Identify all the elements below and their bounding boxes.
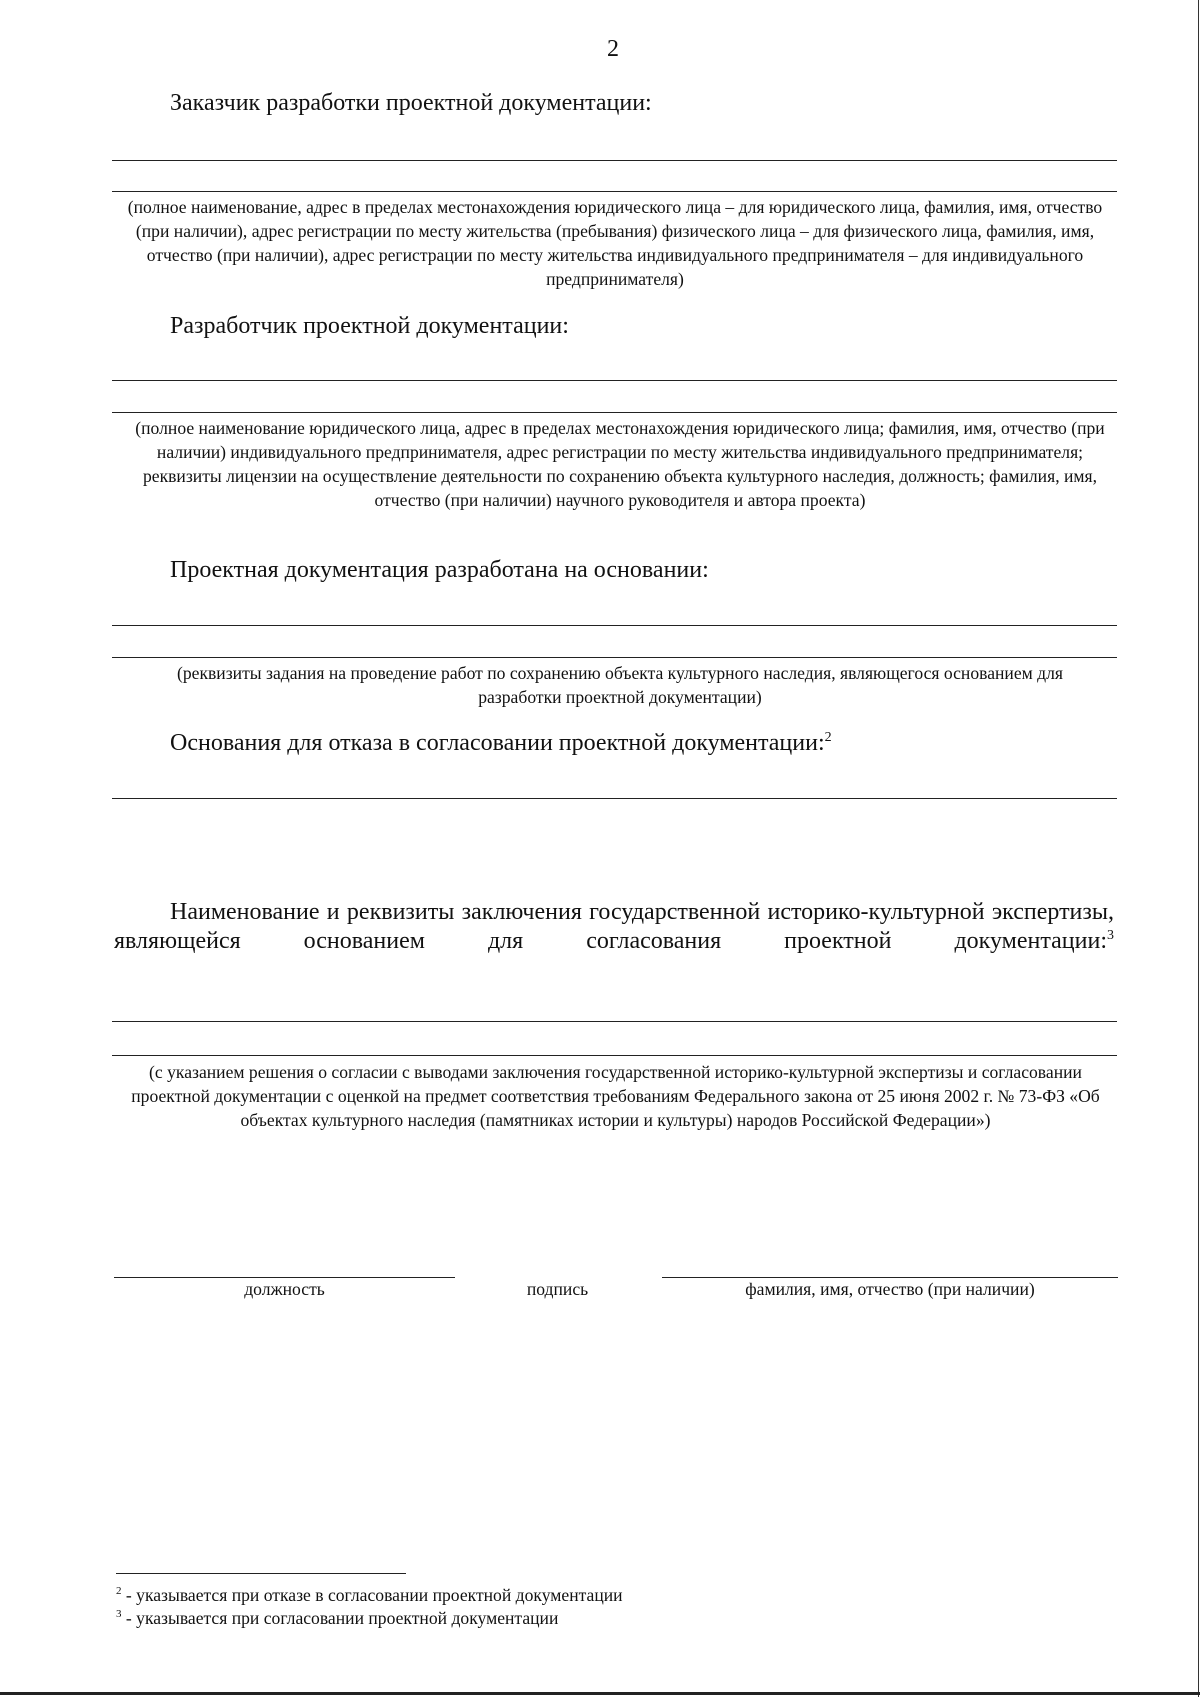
basis-label: Проектная документация разработана на основании: [170,557,709,583]
customer-fill-line-2[interactable] [112,191,1117,192]
footnote-2: $^2$ - указывается при отказе в согласовании проектной документации [116,1585,623,1605]
position-fill-line[interactable] [114,1277,455,1278]
footnote-3: $^3$ - указывается при согласовании проектной документации [116,1608,559,1628]
footnote-mark-3: 3 [1107,928,1114,943]
refusal-fill-line[interactable] [112,798,1117,799]
footnote-separator [116,1573,406,1574]
basis-hint: (реквизиты задания на проведение работ по сохранению объекта культурного наследия, являющегося основанием для разработки проектной документации) [176,663,1064,707]
basis-fill-line-1[interactable] [112,625,1117,626]
page-number: 2 [607,36,619,62]
position-caption: должность [244,1279,325,1299]
expertise-hint: (с указанием решения о согласии с выводами заключения государственной историко-культурной экспертизы и согласовании проектной документации с оценкой на предмет соответствия требованиям Федерального закона от 25 июня 2002 г. № 73-ФЗ «Об объектах культурного наследия (памятниках истории и культуры) народов Российской Федерации») [131,1062,1100,1130]
name-caption: фамилия, имя, отчество (при наличии) [745,1279,1035,1299]
customer-label: Заказчик разработки проектной документации: [170,90,652,116]
developer-label: Разработчик проектной документации: [170,313,569,339]
name-fill-line[interactable] [662,1277,1118,1278]
refusal-label: Основания для отказа в согласовании проектной документации:$^2$ [170,730,832,756]
developer-fill-line-2[interactable] [112,412,1117,413]
footnote-mark-2: 2 [824,730,832,745]
page-edge-bottom [0,1692,1200,1695]
expertise-label: Наименование и реквизиты заключения государственной историко-культурной экспертизы, являющейся основанием для согласования проектной документации:$^3$ [114,899,1114,954]
page-edge-right [1198,0,1199,1697]
customer-hint: (полное наименование, адрес в пределах местонахождения юридического лица – для юридического лица, фамилия, имя, отчество (при наличии), адрес регистрации по месту жительства (пребывания) физического лица – для физического лица, фамилия, имя, отчество (при наличии), адрес регистрации по месту жительства индивидуального предпринимателя – для индивидуального предпринимателя) [127,197,1103,289]
expertise-fill-line-1[interactable] [112,1021,1117,1022]
developer-fill-line-1[interactable] [112,380,1117,381]
basis-fill-line-2[interactable] [112,657,1117,658]
developer-hint: (полное наименование юридического лица, адрес в пределах местонахождения юридического лица; фамилия, имя, отчество (при наличии) индивидуального предпринимателя, адрес регистрации по месту жительства индивидуального предпринимателя; реквизиты лицензии на осуществление деятельности по сохранению объекта культурного наследия, должность; фамилия, имя, отчество (при наличии) научного руководителя и автора проекта) [135,418,1105,510]
customer-fill-line-1[interactable] [112,160,1117,161]
signature-caption: подпись [526,1279,589,1299]
expertise-fill-line-2[interactable] [112,1055,1117,1056]
